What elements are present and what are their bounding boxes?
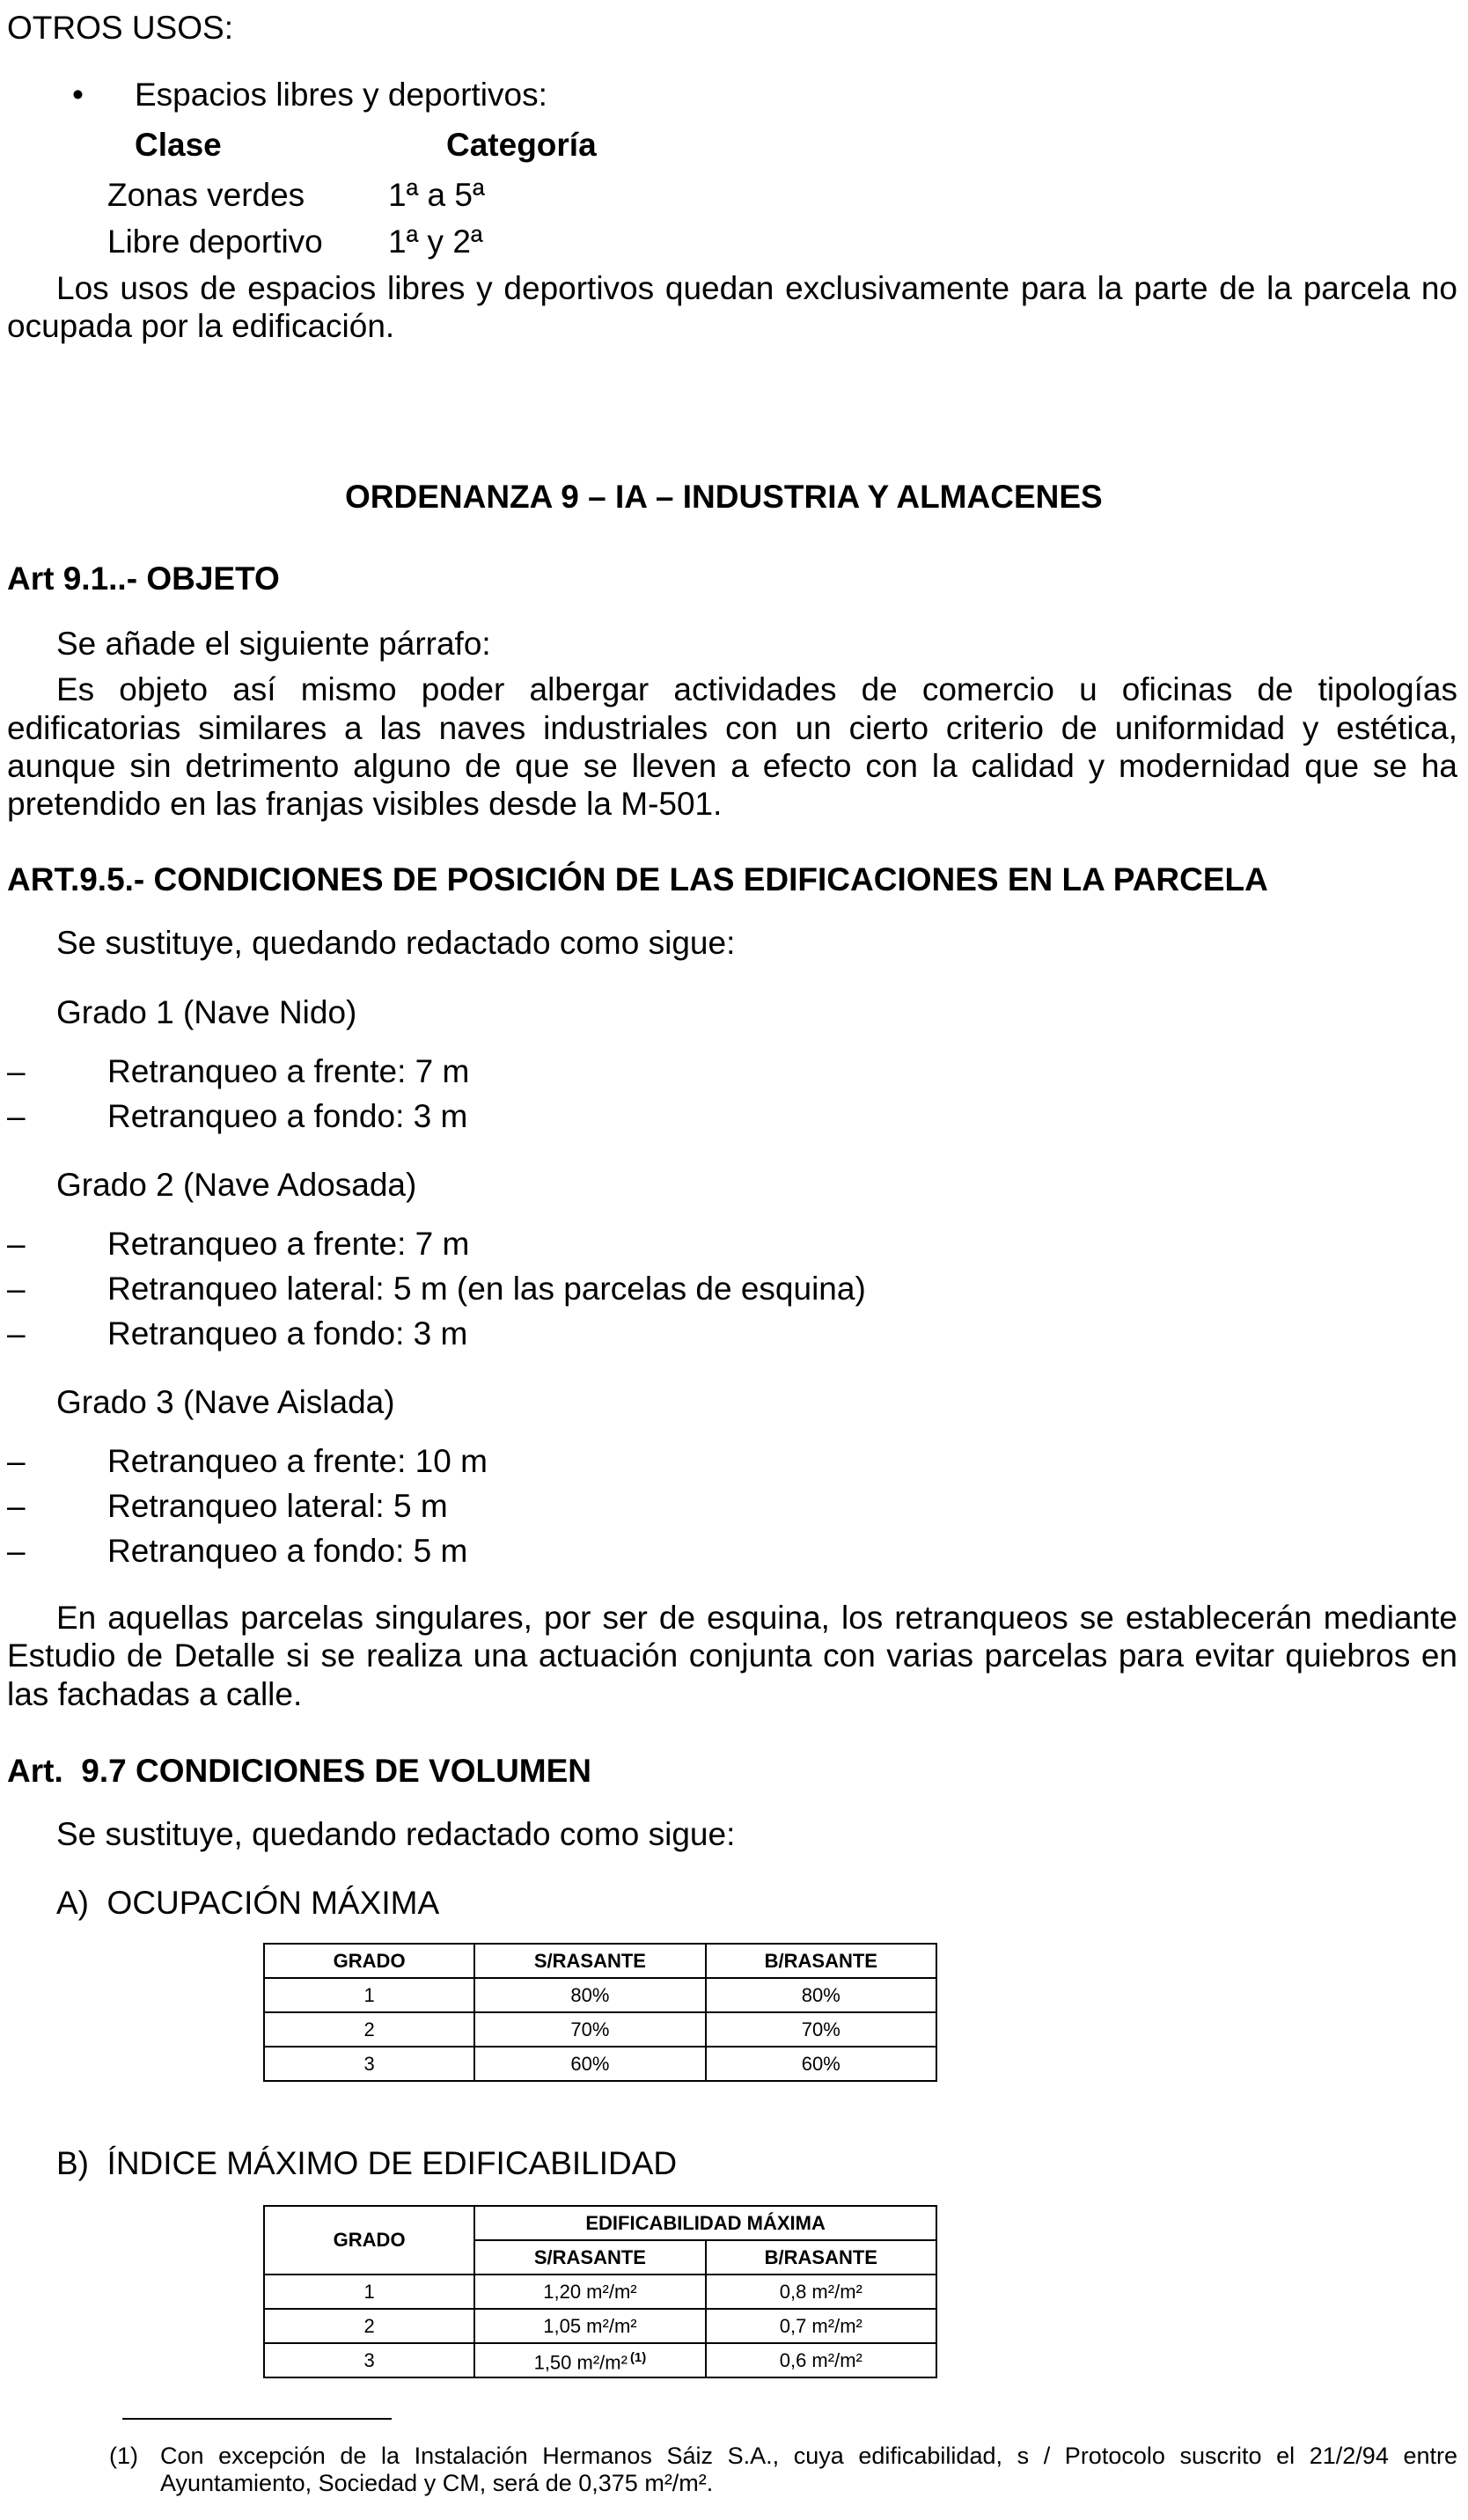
table-cell: 3	[264, 2343, 474, 2377]
bullet-icon: •	[72, 77, 84, 113]
header-grado: GRADO	[264, 1944, 474, 1978]
clase-cell: Zonas verdes	[107, 177, 305, 213]
dash-icon: –	[7, 1053, 26, 1089]
bullet-text: Espacios libres y deportivos:	[135, 77, 547, 113]
art97-heading: Art. 9.7 CONDICIONES DE VOLUMEN	[7, 1753, 592, 1789]
table-cell: 1	[264, 2275, 474, 2309]
table-cell	[474, 2343, 705, 2377]
table-cell: 80%	[706, 1978, 936, 2012]
categoria-cell: 1ª a 5ª	[388, 177, 485, 213]
list-item: Retranqueo a frente: 10 m	[107, 1443, 488, 1479]
art95-closing-line: Estudio de Detalle si se realiza una actuación conjunta con varias parcelas para evitar quiebros en	[7, 1637, 1457, 1674]
list-item: Retranqueo a frente: 7 m	[107, 1053, 470, 1089]
edificabilidad-table	[263, 2205, 937, 2378]
cell-value: 1,50 m²/m²	[533, 2351, 628, 2374]
grado3-title: Grado 3 (Nave Aislada)	[56, 1384, 395, 1420]
table-cell: 0,8 m²/m²	[706, 2275, 936, 2309]
edificabilidad-title: B) ÍNDICE MÁXIMO DE EDIFICABILIDAD	[56, 2145, 678, 2181]
clase-cell: Libre deportivo	[107, 223, 323, 260]
art97-intro: Se sustituye, quedando redactado como sigue:	[56, 1816, 736, 1852]
otros-usos-heading: OTROS USOS:	[7, 10, 233, 46]
dash-icon: –	[7, 1271, 26, 1307]
footnote-line: Ayuntamiento, Sociedad y CM, será de 0,375 m²/m².	[160, 2470, 714, 2496]
header-s-rasante: S/RASANTE	[474, 1944, 705, 1978]
table-cell: 2	[264, 2012, 474, 2047]
grado2-title: Grado 2 (Nave Adosada)	[56, 1167, 417, 1203]
grado1-title: Grado 1 (Nave Nido)	[56, 994, 357, 1030]
footnote-marker: (1)	[109, 2443, 138, 2469]
footnote-line: Con excepción de la Instalación Hermanos Sáiz S.A., cuya edificabilidad, s / Protocolo suscrito el 21/2/94 entre	[160, 2443, 1457, 2469]
table-header-row	[264, 2206, 936, 2240]
table-cell: 0,7 m²/m²	[706, 2309, 936, 2343]
table-cell: 2	[264, 2309, 474, 2343]
art91-line: aunque sin detrimento alguno de que se lleven a efecto con la calidad y modernidad que se ha	[7, 748, 1457, 784]
list-item: Retranqueo lateral: 5 m (en las parcelas de esquina)	[107, 1271, 866, 1307]
art91-heading: Art 9.1..- OBJETO	[7, 560, 280, 597]
dash-icon: –	[7, 1533, 26, 1569]
art95-closing-line: En aquellas parcelas singulares, por ser de esquina, los retranqueos se establecerán mediante	[56, 1600, 1457, 1636]
table-cell: 3	[264, 2047, 474, 2081]
dash-icon: –	[7, 1488, 26, 1524]
table-cell: 1,20 m²/m²	[474, 2275, 705, 2309]
table-cell: 70%	[706, 2012, 936, 2047]
header-s-rasante: S/RASANTE	[474, 2240, 705, 2275]
art91-intro: Se añade el siguiente párrafo:	[56, 626, 491, 662]
art91-line: edificatorias similares a las naves industriales con un cierto criterio de uniformidad y estética,	[7, 710, 1457, 746]
table-row	[264, 2343, 936, 2377]
table-row	[264, 2047, 936, 2081]
list-item: Retranqueo a fondo: 3 m	[107, 1315, 468, 1352]
footnote-ref[interactable]: (1)	[629, 2349, 647, 2365]
table-row	[264, 2275, 936, 2309]
table-row	[264, 2012, 936, 2047]
art95-heading: ART.9.5.- CONDICIONES DE POSICIÓN DE LAS EDIFICACIONES EN LA PARCELA	[7, 861, 1268, 897]
table-cell: 80%	[474, 1978, 705, 2012]
table-cell: 60%	[706, 2047, 936, 2081]
otros-usos-paragraph-line: Los usos de espacios libres y deportivos quedan exclusivamente para la parte de la parcela no	[56, 270, 1457, 306]
art91-line: Es objeto así mismo poder albergar actividades de comercio u oficinas de tipologías	[56, 671, 1457, 707]
col-clase-header: Clase	[135, 127, 222, 163]
art95-intro: Se sustituye, quedando redactado como sigue:	[56, 925, 736, 961]
dash-icon: –	[7, 1443, 26, 1479]
header-b-rasante: B/RASANTE	[706, 2240, 936, 2275]
art95-closing-line: las fachadas a calle.	[7, 1676, 303, 1712]
table-cell: 70%	[474, 2012, 705, 2047]
table-cell: 1	[264, 1978, 474, 2012]
table-cell: 1,05 m²/m²	[474, 2309, 705, 2343]
col-categoria-header: Categoría	[446, 127, 597, 163]
list-item: Retranqueo a frente: 7 m	[107, 1226, 470, 1262]
ocupacion-table	[263, 1943, 937, 2082]
table-row	[264, 2309, 936, 2343]
table-cell: 0,6 m²/m²	[706, 2343, 936, 2377]
categoria-cell: 1ª y 2ª	[388, 223, 483, 260]
dash-icon: –	[7, 1226, 26, 1262]
ocupacion-title: A) OCUPACIÓN MÁXIMA	[56, 1885, 440, 1921]
dash-icon: –	[7, 1098, 26, 1134]
list-item: Retranqueo a fondo: 5 m	[107, 1533, 468, 1569]
art91-line: pretendido en las franjas visibles desde la M-501.	[7, 786, 723, 822]
header-grado: GRADO	[264, 2206, 474, 2275]
list-item: Retranqueo a fondo: 3 m	[107, 1098, 468, 1134]
dash-icon: –	[7, 1315, 26, 1352]
header-edificabilidad-maxima: EDIFICABILIDAD MÁXIMA	[474, 2206, 936, 2240]
footnote-divider	[122, 2418, 392, 2420]
header-b-rasante: B/RASANTE	[706, 1944, 936, 1978]
table-row	[264, 1978, 936, 2012]
list-item: Retranqueo lateral: 5 m	[107, 1488, 448, 1524]
ordenanza-title: ORDENANZA 9 – IA – INDUSTRIA Y ALMACENES	[345, 479, 1103, 515]
otros-usos-paragraph-line: ocupada por la edificación.	[7, 308, 395, 344]
table-header-row	[264, 1944, 936, 1978]
table-cell: 60%	[474, 2047, 705, 2081]
